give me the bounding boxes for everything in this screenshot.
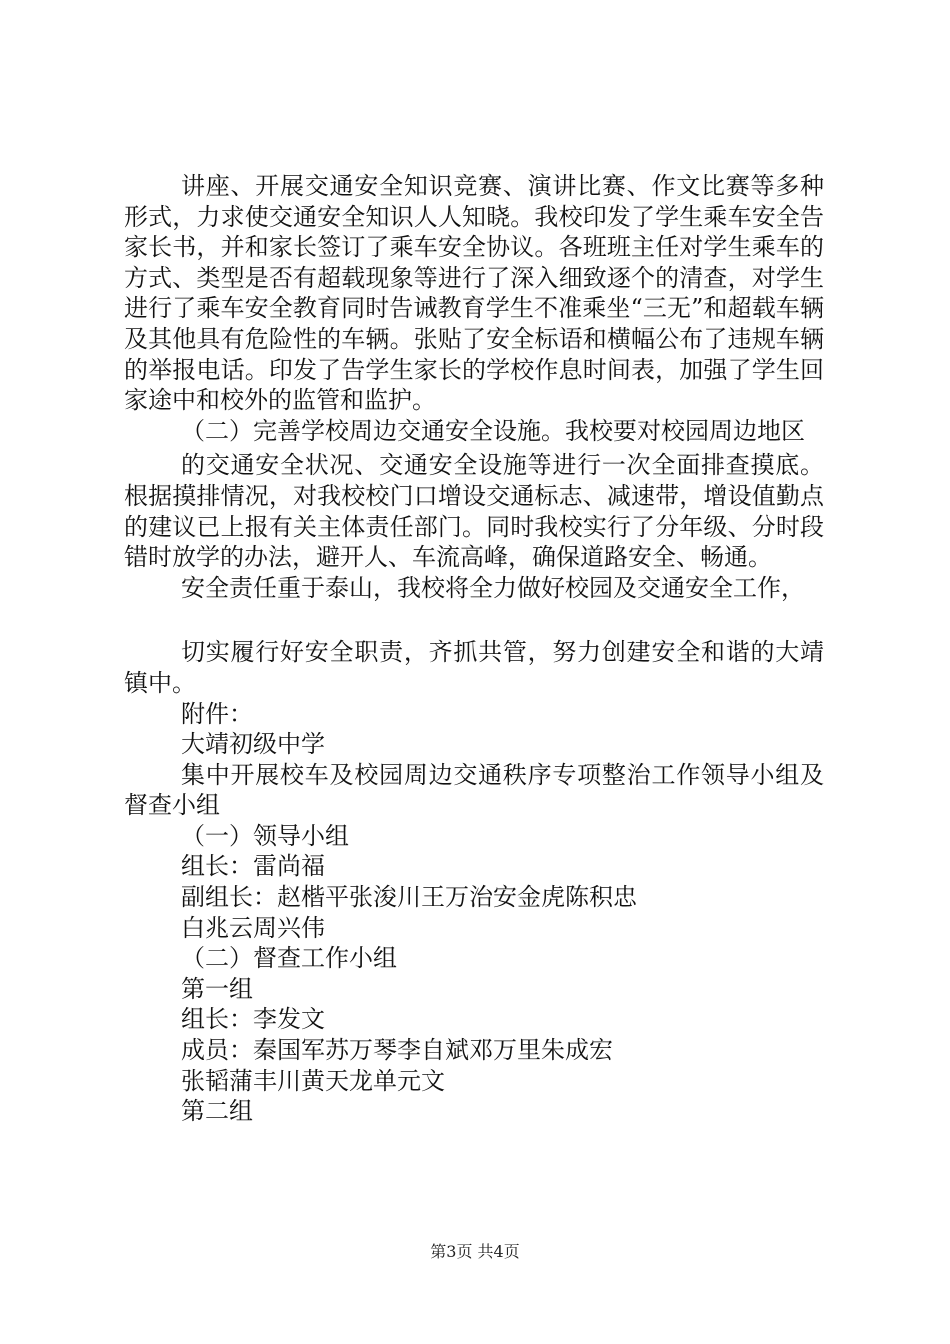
inspect-group1-members-cont: 张韬蒲丰川黄天龙单元文 <box>181 1066 445 1095</box>
leader-group-leader: 组长：雷尚福 <box>181 852 325 881</box>
leader-group-heading: （一）领导小组 <box>181 821 349 850</box>
page-footer: 第3页 共4页 <box>430 1242 520 1261</box>
inspect-group-heading: （二）督查工作小组 <box>181 944 397 973</box>
leader-group-deputies: 副组长：赵楷平张浚川王万治安金虎陈积忠 <box>181 883 637 912</box>
inspect-group1-members: 成员：秦国军苏万琴李自斌邓万里朱成宏 <box>181 1036 613 1065</box>
school-name: 大靖初级中学 <box>181 730 325 759</box>
group-title: 集中开展校车及校园周边交通秩序专项整治工作领导小组及督查小组 <box>124 760 824 820</box>
paragraph-education-measures: 讲座、开展交通安全知识竞赛、演讲比赛、作文比赛等多种形式，力求使交通安全知识人人知晓。我校印发了学生乘车安全告家长书，并和家长签订了乘车安全协议。各班班主任对学生乘车的方式、类型是否有超载现象等进行了深入细致逐个的清查，对学生进行了乘车安全教育同时告诫教育学生不准乘坐“三无”和超载车辆及其他具有危险性的车辆。张贴了安全标语和横幅公布了违规车辆的举报电话。印发了告学生家长的学校作息时间表，加强了学生回家途中和校外的监管和监护。 <box>124 172 824 415</box>
document-body <box>124 171 824 1127</box>
inspect-group2-title: 第二组 <box>181 1097 253 1126</box>
paragraph-facilities-heading: （二）完善学校周边交通安全设施。我校要对校园周边地区 <box>181 416 805 445</box>
inspect-group1-leader: 组长：李发文 <box>181 1005 325 1034</box>
paragraph-safety-commitment: 切实履行好安全职责，齐抓共管，努力创建安全和谐的大靖镇中。 <box>124 638 824 697</box>
inspect-group1-title: 第一组 <box>181 974 253 1003</box>
paragraph-facilities-body: 的交通安全状况、交通安全设施等进行一次全面排查摸底。根据摸排情况，对我校校门口增设交通标志、减速带，增设值勤点的建议已上报有关主体责任部门。同时我校实行了分年级、分时段错时放学的办法，避开人、车流高峰，确保道路安全、畅通。 <box>124 451 824 572</box>
paragraph-safety-responsibility: 安全责任重于泰山，我校将全力做好校园及交通安全工作， <box>181 573 805 602</box>
leader-group-deputies-cont: 白兆云周兴伟 <box>181 913 325 942</box>
appendix-label: 附件： <box>181 699 253 728</box>
